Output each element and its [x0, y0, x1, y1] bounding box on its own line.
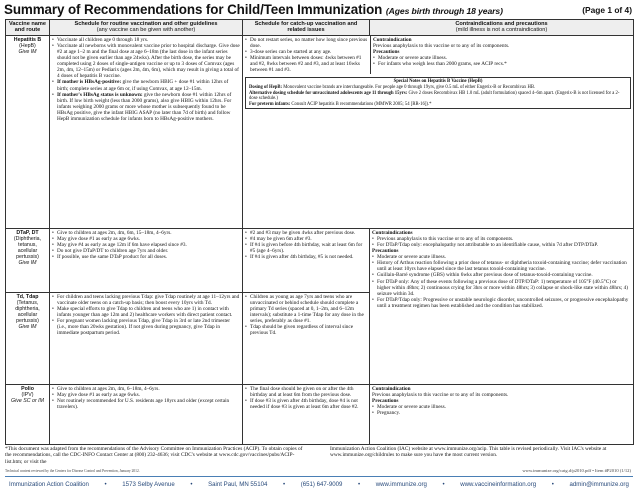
col-header-catchup: Schedule for catch-up vaccination and related issues	[243, 20, 370, 36]
special-note-text: Consult ACIP hepatitis B recommendations (MMWR 2005; 54 [RR-16]).*	[291, 101, 432, 107]
contra-col-hepb	[371, 36, 633, 75]
technical-review-note: Technical content reviewed by the Centers for Disease Control and Prevention, January 2012.	[5, 469, 140, 473]
list-item: • If dose #3 is given after 4th birthday, dose #4 is not needed if dose #3 is given at least 6m after dose #2.	[245, 398, 367, 410]
list-item	[52, 79, 240, 91]
special-notes-box	[245, 77, 631, 109]
title-text: Summary of Recommendations for Child/Teen Immunization	[4, 2, 383, 17]
list-item: • Do not give DTaP/DT to children age 7yrs and older.	[52, 248, 240, 254]
list-item: • If #4 is given before 4th birthday, wait at least 6m for #5 (age 4–6yrs).	[245, 242, 367, 254]
hepb-top	[243, 36, 633, 75]
list-item: • For pregnant women lacking previous Tdap, give Tdap in 3rd or late 2nd trimester (i.e., more than 20wks gestation). If not given during pregnancy, give Tdap in immediate postpartum period.	[52, 318, 240, 336]
precautions-heading: Precautions	[372, 398, 399, 404]
routine-header-sub: (any vaccine can be given with another)	[96, 27, 196, 34]
list-item: • Vaccinate all newborns with monovalent vaccine prior to hospital discharge. Give dose #2 at age 1–2 m and the final dose at age 6–18m (the last dose in the infant series should not be given earlier than age 24wks). After the birth dose, the series may be completed using 2 doses of single-antigen vaccine or up to 3 doses of Comvax (ages 2m, 4m, 12–15m) or Pediarix (ages 2m, 4m, 6m), which may result in giving a total of 4 doses of hepatitis B vaccine.	[52, 43, 240, 80]
vaccine-route: Give IM	[18, 49, 37, 55]
vaccine-cell-hepb	[6, 35, 50, 228]
routine-list	[52, 386, 240, 410]
list-item: • For DTaP/Tdap only: Progressive or unstable neurologic disorder, uncontrolled seizures, or progressive encephalopathy until a treatment regimen has been established and the condition has stabilized.	[372, 297, 631, 309]
contra-heading: Contraindication	[373, 36, 412, 43]
separator: •	[104, 481, 107, 488]
list-item	[52, 92, 240, 122]
list-item: • If #4 is given after 4th birthday, #5 is not needed.	[245, 254, 367, 260]
contra-header-label: Contraindications and precautions	[455, 21, 548, 27]
contra-cell-dtap-td	[370, 228, 634, 384]
catchup-cell-polio	[243, 384, 370, 444]
list-item-key: If mother is HBsAg-positive:	[57, 79, 122, 86]
page-subtitle: (Ages birth through 18 years)	[385, 6, 503, 16]
special-note-text: Monovalent vaccine brands are interchangeable. For people age 0 through 19yrs, give 0.5 mL of either Engerix-B or Recombivax HB.	[283, 84, 536, 90]
page-title	[4, 2, 503, 17]
separator: •	[358, 481, 361, 488]
separator: •	[551, 481, 554, 488]
catchup-list	[245, 230, 367, 260]
catchup-cell-tdap	[243, 292, 370, 384]
catchup-list	[245, 37, 368, 74]
catchup-contra-cell-hepb	[243, 35, 634, 228]
list-item: • Moderate or severe acute illness.	[373, 55, 631, 61]
list-item: • Make special efforts to give Tdap to children and teens who are 1) in contact with infants younger than age 12m and 2) healthcare workers with direct patient contact.	[52, 306, 240, 318]
list-item: • History of Arthus reaction following a prior dose of tetanus- or diphtheria toxoid-containing vaccine; defer vaccination until at least 10yrs have elapsed since the last tetanus toxoid-containing vaccine.	[372, 260, 631, 272]
routine-cell-hepb	[50, 35, 243, 228]
vaccine-route: Give SC or IM	[11, 398, 44, 404]
contra-list	[372, 236, 631, 248]
routine-list	[52, 294, 240, 337]
list-item: • Vaccinate all children age 0 through 18 yrs.	[52, 37, 240, 43]
special-note-key: Dosing of HepB:	[249, 84, 283, 90]
footnote-right: Immunization Action Coalition (IAC) website at www.immunize.org/acip. This table is revised periodically. Visit IAC's website at www.immunize.org/childrules to make sure you have the most current version.	[330, 446, 607, 459]
list-item-text: give the newborn dose #1 within 12hrs of birth. If low birth weight (less than 2000 grams), also give HBIG within 12hrs. For infants weighing 2000 grams or more whose mother is subsequently found to be HBsAg positive, give the infant HBIG ASAP (no later than 7d of birth) and follow HepB immunization schedule for infants born to HBsAg-positive mothers.	[57, 91, 232, 123]
list-item: • For DTaP/Tdap only: encephalopathy not attributable to an identifiable cause, within 7d after DTP/DTaP.	[372, 242, 631, 248]
contra-heading: Contraindication	[372, 385, 411, 392]
list-item: • Not routinely recommended for U.S. residents age 18yrs and older (except certain travelers).	[52, 398, 240, 410]
list-item: • If possible, use the same DTaP product for all doses.	[52, 254, 240, 260]
precautions-list	[372, 404, 631, 416]
table-row-polio	[6, 384, 634, 444]
contra-heading: Contraindications	[372, 229, 413, 236]
special-notes-title: Special Notes on Hepatitis B Vaccine (HepB)	[393, 79, 483, 85]
org-name: Immunization Action Coalition	[9, 481, 89, 488]
list-item: • Do not restart series, no matter how long since previous dose.	[245, 37, 368, 49]
list-item: • Pregnancy.	[372, 410, 631, 416]
immunization-table	[5, 19, 634, 445]
special-note	[249, 91, 627, 102]
email-link[interactable]: admin@immunize.org	[569, 481, 629, 488]
org-city: Saint Paul, MN 55104	[208, 481, 268, 488]
page-number: (Page 1 of 4)	[582, 5, 632, 15]
org-phone: (651) 647-9009	[300, 481, 343, 488]
vaccine-sub: (Diphtheria, tetanus, acellular pertussis)	[13, 235, 42, 261]
list-item: • Give to children at ages 2m, 4m, 6m, 15–18m, 4–6yrs.	[52, 230, 240, 236]
document-reference: www.immunize.org/catg.d/p2010.pdf • Item #P2010 (1/12)	[522, 468, 631, 473]
col-header-routine	[50, 20, 243, 36]
vaccine-route: Give IM	[18, 324, 37, 331]
contact-bar	[5, 476, 633, 489]
col-header-vaccine: Vaccine name and route	[6, 20, 50, 36]
precautions-heading: Precautions	[373, 49, 400, 55]
list-item: • May give dose #1 as early as age 6wks.	[52, 236, 240, 242]
list-item-text: give the newborn HBIG + dose #1 within 12hrs of birth; complete series at age 6m or, if using Comvax, at age 12–15m.	[57, 79, 229, 92]
list-item: • May give dose #1 as early as age 6wks.	[52, 392, 240, 398]
table-row-dtap	[6, 228, 634, 292]
list-item: • Moderate or severe acute illness.	[372, 254, 631, 260]
vaccine-sub: (IPV)	[21, 391, 34, 398]
separator: •	[190, 481, 193, 488]
list-item: • May give #4 as early as age 12m if 6m have elapsed since #3.	[52, 242, 240, 248]
list-item: • The final dose should be given on or after the 4th birthday and at least 6m from the previous dose.	[245, 386, 367, 398]
website-link-immunize[interactable]: www.immunize.org	[375, 481, 427, 488]
list-item: • Give to children at ages 2m, 4m, 6–18m, 4–6yrs.	[52, 386, 240, 392]
separator: •	[442, 481, 445, 488]
list-item: • Tdap should be given regardless of interval since previous Td.	[245, 324, 367, 336]
list-item: • Moderate or severe acute illness.	[372, 404, 631, 410]
routine-cell-dtap	[50, 228, 243, 292]
contra-text: Previous anaphylaxis to this vaccine or to any of its components.	[372, 391, 509, 398]
precautions-list	[372, 254, 631, 309]
special-note-key: For preterm infants:	[249, 101, 291, 107]
website-link-vaccineinfo[interactable]: www.vaccineinformation.org	[460, 481, 537, 488]
vaccine-name: Td, Tdap	[16, 293, 39, 300]
precautions-list	[373, 55, 631, 67]
vaccine-cell-polio	[6, 384, 50, 444]
vaccine-name: Polio	[21, 385, 34, 392]
contra-text: Previous anaphylaxis to this vaccine or to any of its components.	[373, 42, 510, 49]
vaccine-sub: (HepB)	[19, 42, 36, 49]
list-item-key: If mother's HBsAg status is unknown:	[57, 91, 143, 98]
catchup-list	[245, 294, 367, 337]
special-note-key: Alternative dosing schedule for unvaccinated adolescents age 11 through 15yrs:	[249, 90, 408, 96]
contra-header-sub: (mild illness is not a contraindication)	[455, 27, 548, 34]
table-row-hepb	[6, 35, 634, 228]
catchup-cell-dtap	[243, 228, 370, 292]
list-item: • Minimum intervals between doses: 4wks between #1 and #2, 8wks between #2 and #3, and at least 16wks between #1 and #3.	[245, 55, 368, 73]
routine-list	[52, 37, 240, 122]
vaccine-route: Give IM	[18, 260, 37, 267]
contra-cell-polio	[370, 384, 634, 444]
special-note	[249, 102, 627, 108]
vaccine-name: DTaP, DT	[16, 229, 39, 236]
routine-cell-tdap	[50, 292, 243, 384]
org-address: 1573 Selby Avenue	[122, 481, 175, 488]
page-header	[4, 2, 634, 18]
vaccine-sub: (Tetanus, diphtheria, acellular pertussis)	[15, 299, 40, 325]
list-item: • #4 may be given 6m after #3.	[245, 236, 367, 242]
table-header-row	[6, 20, 634, 36]
list-item: • #2 and #3 may be given 4wks after previous dose.	[245, 230, 367, 236]
routine-header-label: Schedule for routine vaccination and other guidelines	[74, 21, 218, 27]
routine-list	[52, 230, 240, 260]
list-item: • Previous anaphylaxis to this vaccine or to any of its components.	[372, 236, 631, 242]
vaccine-cell-dtap	[6, 228, 50, 292]
list-item: • For children and teens lacking previous Tdap: give Tdap routinely at age 11–12yrs and vaccinate older teens on a catch-up basis; then boost every 10yrs with Td.	[52, 294, 240, 306]
col-header-contra	[370, 20, 634, 36]
list-item: • For DTaP only: Any of these events following a previous dose of DTP/DTaP: 1) temperature of 105°F (40.5°C) or higher within 48hrs; 2) continuous crying for 3hrs or more within 48hrs; 3) collapse or shock-like state within 48hrs; 4) seizure within 3d.	[372, 279, 631, 297]
catchup-col-hepb	[243, 36, 371, 75]
list-item: • Children as young as age 7yrs and teens who are unvaccinated or behind schedule should complete a primary Td series (spaced at 0, 1–2m, and 6–12m intervals); substitute a 1-time Tdap for any dose in the series, preferably as dose #1.	[245, 294, 367, 324]
vaccine-cell-tdap	[6, 292, 50, 384]
routine-cell-polio	[50, 384, 243, 444]
footnote-left: *This document was adapted from the recommendations of the Advisory Committee on Immunization Practices (ACIP). To obtain copies of the recommendations, call the CDC-INFO Contact Center at (800) 232-4636; visit CDC's website at www.cdc.gov/vaccines/pubs/ACIP-list.htm; or visit the	[5, 446, 303, 465]
precautions-heading: Precautions	[372, 248, 399, 255]
special-note-text: Give 2 doses Recombivax HB 1.0 mL (adult formulation) spaced 4–6m apart. (Engerix-B is not licensed for a 2-dose schedule.)	[249, 90, 620, 102]
separator: •	[282, 481, 286, 488]
vaccine-name: Hepatitis B	[13, 36, 42, 43]
list-item: • Guillain-Barré syndrome (GBS) within 6wks after previous dose of tetanus-toxoid-containing vaccine.	[372, 272, 631, 278]
catchup-list	[245, 386, 367, 410]
list-item: • 3-dose series can be started at any age.	[245, 49, 368, 55]
list-item: • For infants who weigh less than 2000 grams, see ACIP recs.*	[373, 61, 631, 67]
